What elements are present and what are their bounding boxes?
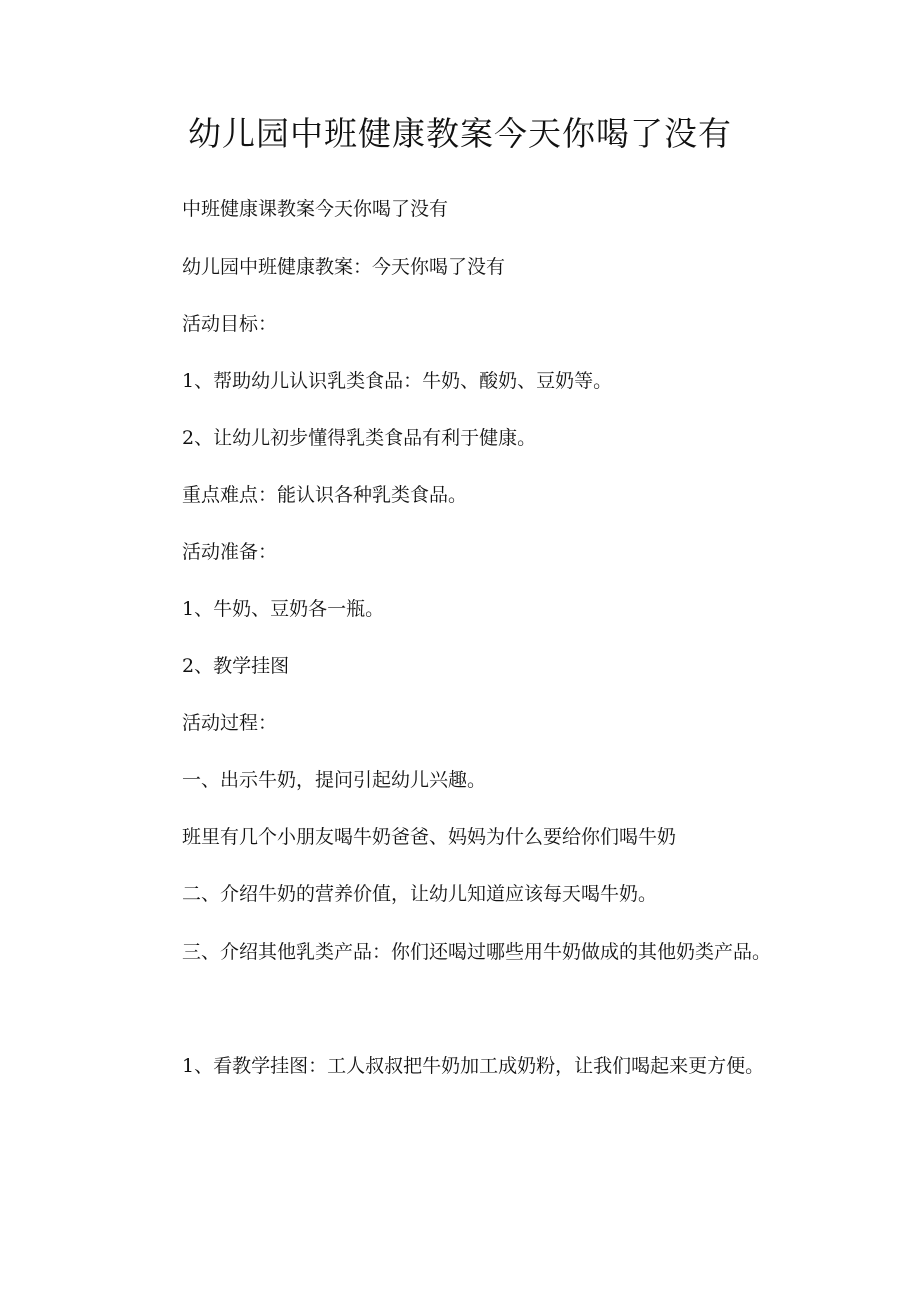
paragraph-subtitle: 中班健康课教案今天你喝了没有 bbox=[182, 198, 449, 220]
preparation-item-1: 1、牛奶、豆奶各一瓶。 bbox=[182, 598, 385, 620]
process-step-2: 二、介绍牛奶的营养价值，让幼儿知道应该每天喝牛奶。 bbox=[182, 883, 658, 905]
heading-activity-process: 活动过程： bbox=[182, 712, 278, 734]
process-step-3: 三、介绍其他乳类产品：你们还喝过哪些用牛奶做成的其他奶类产品。 bbox=[182, 941, 772, 963]
process-step-1: 一、出示牛奶，提问引起幼儿兴趣。 bbox=[182, 769, 487, 791]
paragraph-course-title: 幼儿园中班健康教案：今天你喝了没有 bbox=[182, 256, 506, 278]
process-substep-1: 1、看教学挂图：工人叔叔把牛奶加工成奶粉，让我们喝起来更方便。 bbox=[182, 1055, 765, 1077]
key-difficulty: 重点难点：能认识各种乳类食品。 bbox=[182, 484, 468, 506]
document-title: 幼儿园中班健康教案今天你喝了没有 bbox=[188, 114, 732, 153]
preparation-item-2: 2、教学挂图 bbox=[182, 655, 290, 677]
heading-activity-preparation: 活动准备： bbox=[182, 541, 278, 563]
heading-activity-goals: 活动目标： bbox=[182, 313, 278, 335]
goal-item-1: 1、帮助幼儿认识乳类食品：牛奶、酸奶、豆奶等。 bbox=[182, 370, 613, 392]
goal-item-2: 2、让幼儿初步懂得乳类食品有利于健康。 bbox=[182, 427, 537, 449]
process-question: 班里有几个小朋友喝牛奶爸爸、妈妈为什么要给你们喝牛奶 bbox=[182, 826, 677, 848]
